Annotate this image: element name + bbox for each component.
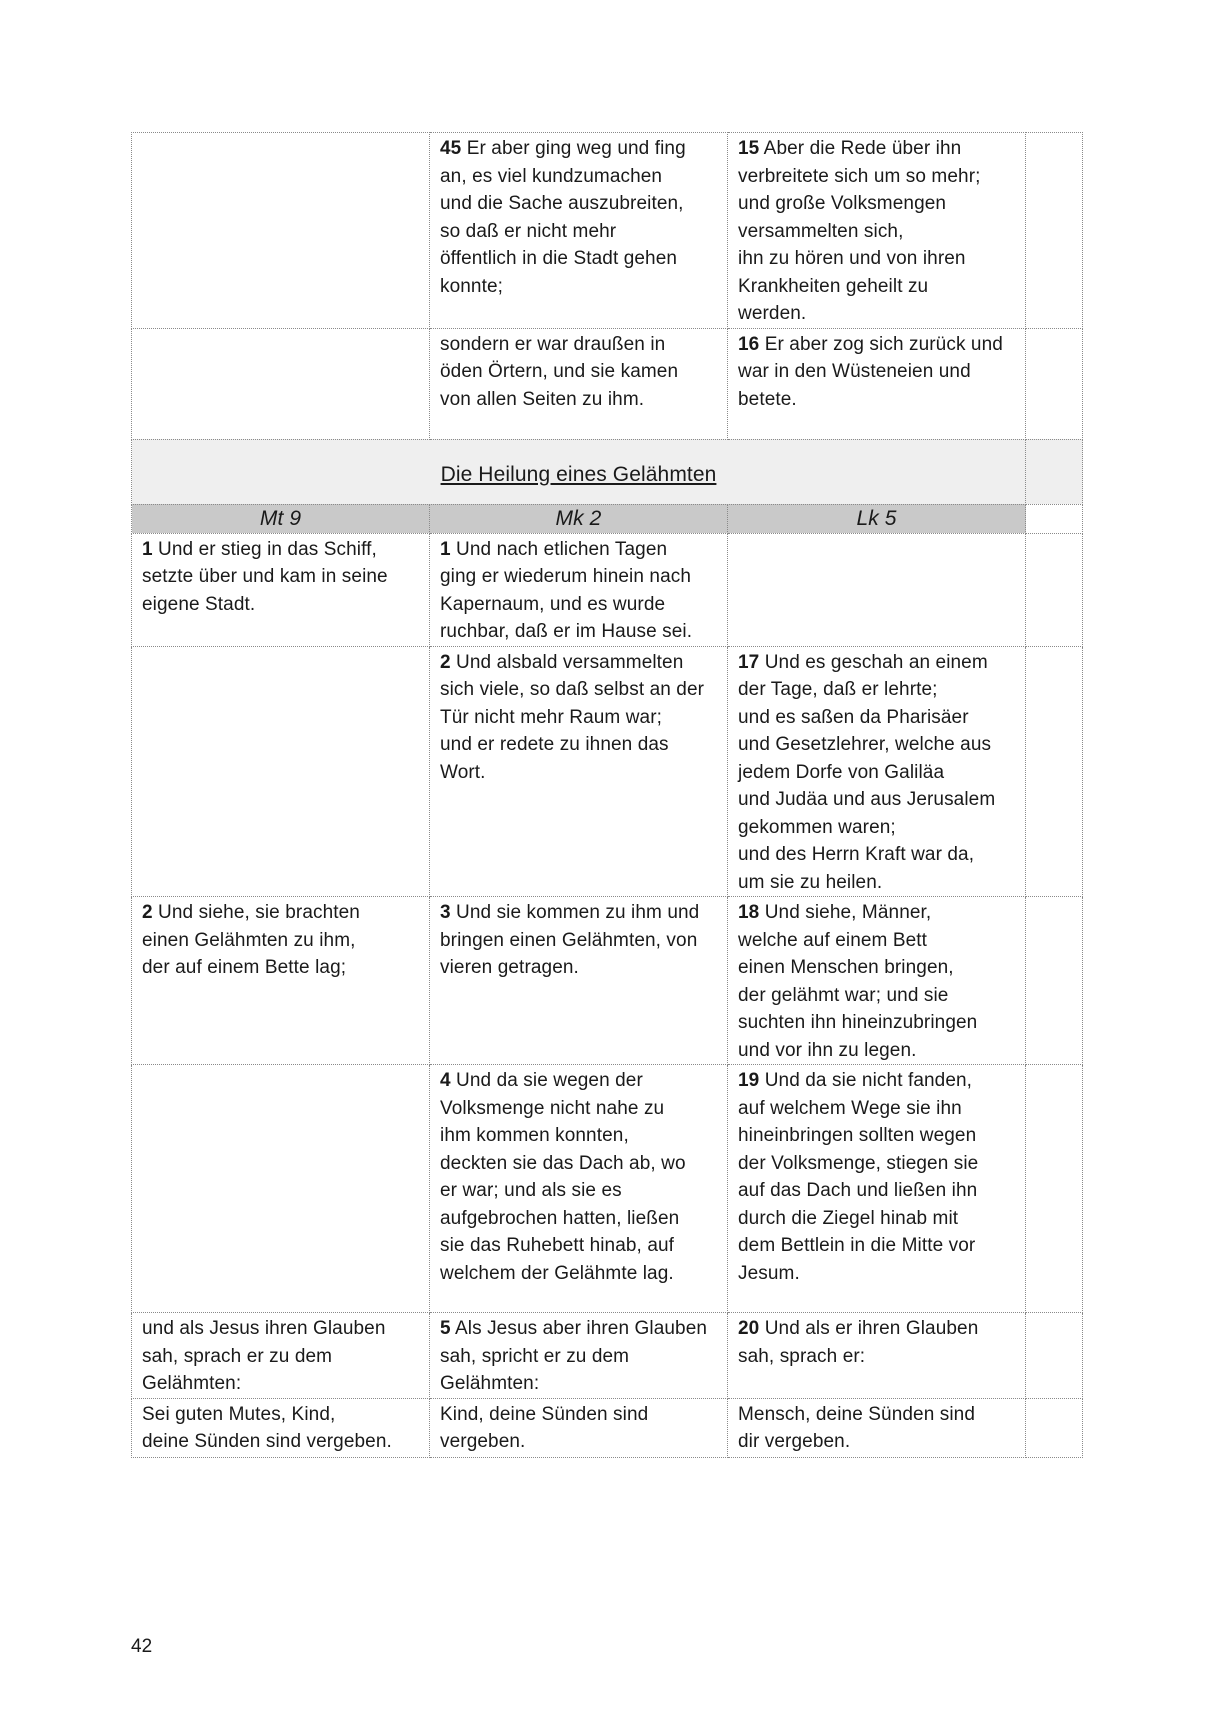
mk-cell (430, 133, 728, 329)
mt-cell (132, 133, 430, 329)
lk-text: Und es geschah an einem der Tage, daß er lehrte; und es saßen da Pharisäer und Gesetzlehrer, welche aus jedem Dorfe von Galiläa und Judäa und aus Jerusalem gekommen waren; und des Herrn Kraft war da, um sie zu heilen. (738, 651, 996, 893)
lk-text: Er aber zog sich zurück und war in den Wüsteneien und betete. (738, 333, 1003, 410)
empty-cell (1026, 504, 1083, 533)
table-row (132, 133, 1083, 329)
verse-number: 16 (738, 333, 760, 355)
table-row (132, 646, 1083, 897)
mt-text: Sei guten Mutes, Kind, deine Sünden sind vergeben. (142, 1403, 392, 1452)
mk-text: sondern er war draußen in öden Örtern, und sie kamen von allen Seiten zu ihm. (440, 333, 679, 410)
mk-cell (430, 1065, 728, 1313)
lk-cell (728, 897, 1026, 1065)
mk-cell (430, 1398, 728, 1457)
mk-text: Und nach etlichen Tagen ging er wiederum hinein nach Kapernaum, und es wurde ruchbar, daß er im Hause sei. (440, 538, 693, 642)
section-title-row (132, 439, 1083, 504)
empty-cell (1026, 439, 1083, 504)
mt-cell (132, 533, 430, 646)
mt-cell (132, 646, 430, 897)
mk-cell (430, 533, 728, 646)
lk-cell (728, 533, 1026, 646)
lk-cell (728, 646, 1026, 897)
table-row (132, 1398, 1083, 1457)
mt-text: Und er stieg in das Schiff, setzte über und kam in seine eigene Stadt. (142, 538, 388, 615)
verse-number: 2 (142, 902, 153, 923)
lk-text: Und siehe, Männer, welche auf einem Bett einen Menschen bringen, der gelähmt war; und sie suchten ihn hineinzubringen und vor ihn zu legen. (738, 902, 978, 1061)
verse-number: 19 (738, 1070, 760, 1091)
lk-cell (728, 1065, 1026, 1313)
mt-text: und als Jesus ihren Glauben sah, sprach er zu dem Gelähmten: (142, 1318, 386, 1394)
section-title-cell (132, 439, 1026, 504)
empty-cell (1026, 328, 1083, 439)
column-header-row (132, 504, 1083, 533)
mk-text: Und da sie wegen der Volksmenge nicht nahe zu ihm kommen konnten, deckten sie das Dach ab, wo er war; und als sie es aufgebrochen hatten, ließen sie das Ruhebett hinab, auf welchem der Gelähmte lag. (440, 1070, 686, 1284)
verse-number: 4 (440, 1070, 451, 1091)
empty-cell (1026, 646, 1083, 897)
table-row (132, 328, 1083, 439)
table-row (132, 1065, 1083, 1313)
mk-text: Und alsbald versammelten sich viele, so daß selbst an der Tür nicht mehr Raum war; und er redete zu ihnen das Wort. (440, 651, 705, 783)
page-number: 42 (131, 1636, 153, 1657)
table-row (132, 897, 1083, 1065)
table-row (132, 1313, 1083, 1399)
verse-number: 15 (738, 138, 760, 159)
mk-cell (430, 646, 728, 897)
empty-cell (1026, 1065, 1083, 1313)
mk-text: Er aber ging weg und fing an, es viel kundzumachen und die Sache auszubreiten, so daß er nicht mehr öffentlich in die Stadt gehen konnte; (440, 138, 686, 297)
lk-cell (728, 1398, 1026, 1457)
mk-cell (430, 328, 728, 439)
mk-text: Und sie kommen zu ihm und bringen einen Gelähmten, von vieren getragen. (440, 902, 700, 978)
mk-text: Als Jesus aber ihren Glauben sah, spricht er zu dem Gelähmten: (440, 1318, 708, 1394)
lk-cell (728, 1313, 1026, 1399)
mt-text: Und siehe, sie brachten einen Gelähmten zu ihm, der auf einem Bette lag; (142, 902, 360, 978)
verse-number: 20 (738, 1318, 760, 1339)
verse-number: 45 (440, 138, 462, 159)
verse-number: 1 (142, 538, 153, 560)
mt-cell (132, 1398, 430, 1457)
header-mt: Mt 9 (132, 504, 430, 533)
empty-cell (1026, 533, 1083, 646)
lk-text: Aber die Rede über ihn verbreitete sich um so mehr; und große Volksmengen versammelten sich, ihn zu hören und von ihren Krankheiten geheilt zu werden. (738, 138, 981, 324)
verse-number: 5 (440, 1318, 451, 1339)
synopsis-table (131, 132, 1083, 1458)
verse-number: 1 (440, 538, 451, 560)
header-lk: Lk 5 (728, 504, 1026, 533)
mt-cell (132, 328, 430, 439)
empty-cell (1026, 1313, 1083, 1399)
verse-number: 17 (738, 651, 760, 673)
mt-cell (132, 1313, 430, 1399)
empty-cell (1026, 897, 1083, 1065)
table-row (132, 533, 1083, 646)
verse-number: 18 (738, 902, 760, 923)
empty-cell (1026, 133, 1083, 329)
verse-number: 2 (440, 651, 451, 673)
mt-cell (132, 1065, 430, 1313)
lk-text: Mensch, deine Sünden sind dir vergeben. (738, 1403, 975, 1452)
header-mk: Mk 2 (430, 504, 728, 533)
mk-cell (430, 1313, 728, 1399)
empty-cell (1026, 1398, 1083, 1457)
mt-cell (132, 897, 430, 1065)
lk-text: Und da sie nicht fanden, auf welchem Wege sie ihn hineinbringen sollten wegen der Volksmenge, stiegen sie auf das Dach und ließen ihn durch die Ziegel hinab mit dem Bettlein in die Mitte vor Jesum. (738, 1070, 979, 1284)
lk-text: Und als er ihren Glauben sah, sprach er: (738, 1318, 979, 1367)
verse-number: 3 (440, 902, 451, 923)
lk-cell (728, 133, 1026, 329)
lk-cell (728, 328, 1026, 439)
section-title: Die Heilung eines Gelähmten (440, 462, 717, 486)
mk-cell (430, 897, 728, 1065)
mk-text: Kind, deine Sünden sind vergeben. (440, 1403, 649, 1452)
